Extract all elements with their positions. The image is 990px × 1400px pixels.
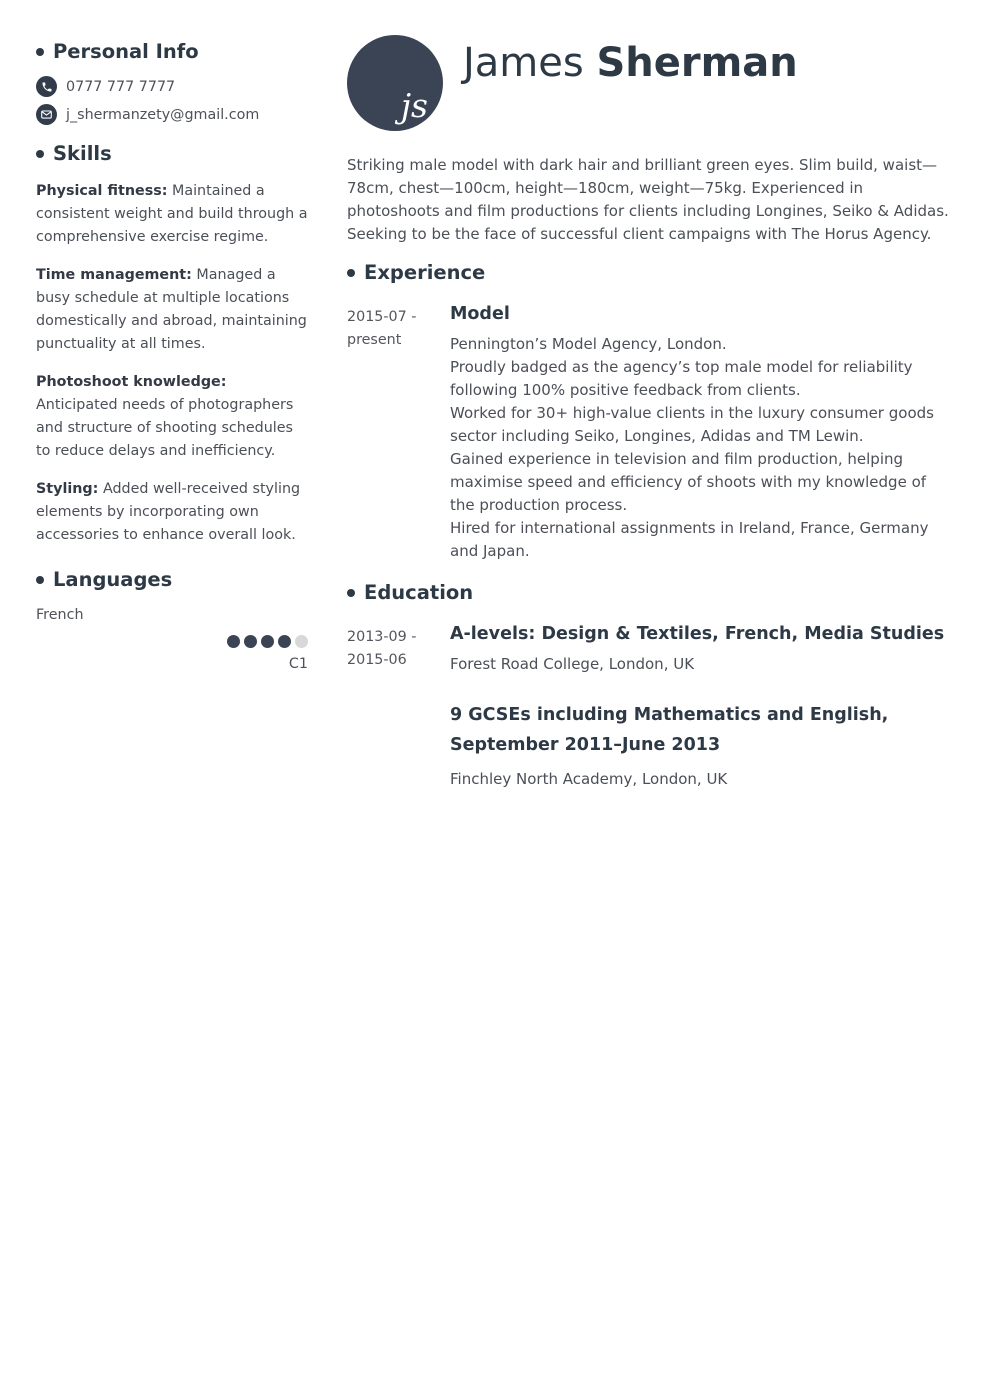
education-dates xyxy=(347,700,450,791)
first-name: James xyxy=(463,40,584,86)
avatar-initials: js xyxy=(400,86,428,125)
email-icon xyxy=(36,104,57,125)
skills-heading-label: Skills xyxy=(53,142,112,165)
job-detail-line: Proudly badged as the agency’s top male model for reliability following 100% positive feedback from clients. xyxy=(450,358,913,399)
email-row xyxy=(36,104,308,125)
education-heading-label: Education xyxy=(364,581,474,604)
sidebar xyxy=(36,40,308,672)
section-bullet-icon xyxy=(36,150,44,158)
header xyxy=(347,35,953,131)
level-dot-filled-icon xyxy=(261,635,274,648)
languages-heading-label: Languages xyxy=(53,568,173,591)
level-dot-filled-icon xyxy=(227,635,240,648)
experience-entry xyxy=(347,304,953,563)
job-detail-line: Hired for international assignments in Ireland, France, Germany and Japan. xyxy=(450,519,929,560)
skill-text: Managed a busy schedule at multiple locations domestically and abroad, maintaining punctuality at all times. xyxy=(36,267,307,352)
education-entry-body xyxy=(450,624,953,676)
last-name: Sherman xyxy=(596,40,798,86)
skills-heading xyxy=(36,142,308,165)
skill-label: Styling: xyxy=(36,481,99,497)
language-dots xyxy=(36,635,308,648)
skill-item xyxy=(36,180,308,249)
summary-paragraph: Striking male model with dark hair and brilliant green eyes. Slim build, waist—78cm, chest—100cm, height—180cm, weight—75kg. Experienced in photoshoots and film productions for clients including Longines, Seiko & Adidas. Seeking to be the face of successful client campaigns with The Horus Agency. xyxy=(347,156,949,243)
degree-title: 9 GCSEs including Mathematics and English, September 2011–June 2013 xyxy=(450,705,889,755)
section-bullet-icon xyxy=(36,48,44,56)
language-name: French xyxy=(36,607,84,623)
skill-text: Anticipated needs of photographers and structure of shooting schedules to reduce delays and inefficiency. xyxy=(36,397,294,459)
education-heading xyxy=(347,581,953,604)
level-dot-filled-icon xyxy=(244,635,257,648)
level-dot-empty-icon xyxy=(295,635,308,648)
experience-entry-body xyxy=(450,304,953,563)
date-from: 2015-07 - xyxy=(347,309,417,325)
phone-icon xyxy=(36,76,57,97)
personal-info-heading-label: Personal Info xyxy=(53,40,199,63)
page-title xyxy=(463,41,798,85)
school-name: Finchley North Academy, London, UK xyxy=(450,770,728,788)
skill-text: Added well-received styling elements by incorporating own accessories to enhance overall look. xyxy=(36,481,301,543)
language-level: C1 xyxy=(288,656,308,672)
job-detail-line: Gained experience in television and film production, helping maximise speed and efficiency of shoots with my knowledge of the production process. xyxy=(450,450,927,514)
education-entry xyxy=(347,624,953,676)
avatar xyxy=(347,35,443,131)
employer: Pennington’s Model Agency, London. xyxy=(450,335,727,353)
date-to: 2015-06 xyxy=(347,652,407,668)
job-detail-line: Worked for 30+ high-value clients in the luxury consumer goods sector including Seiko, Longines, Adidas and TM Lewin. xyxy=(450,404,934,445)
section-bullet-icon xyxy=(36,576,44,584)
section-bullet-icon xyxy=(347,269,355,277)
experience-dates xyxy=(347,304,450,563)
skill-label: Photoshoot knowledge: xyxy=(36,374,227,390)
experience-heading-label: Experience xyxy=(364,261,486,284)
date-from: 2013-09 - xyxy=(347,629,417,645)
education-entry xyxy=(347,700,953,791)
job-title: Model xyxy=(450,304,510,324)
languages-heading xyxy=(36,568,308,591)
skill-item xyxy=(36,371,308,463)
skill-item xyxy=(36,478,308,547)
phone-number: 0777 777 7777 xyxy=(66,78,176,95)
date-to: present xyxy=(347,332,402,348)
skill-label: Physical fitness: xyxy=(36,183,168,199)
skill-label: Time management: xyxy=(36,267,192,283)
education-entry-body xyxy=(450,700,953,791)
section-bullet-icon xyxy=(347,589,355,597)
skill-text: Maintained a consistent weight and build through a comprehensive exercise regime. xyxy=(36,183,308,245)
skill-item xyxy=(36,264,308,356)
personal-info-heading xyxy=(36,40,308,63)
degree-title: A-levels: Design & Textiles, French, Media Studies xyxy=(450,624,945,644)
email-address: j_shermanzety@gmail.com xyxy=(66,106,260,123)
level-dot-filled-icon xyxy=(278,635,291,648)
school-name: Forest Road College, London, UK xyxy=(450,655,695,673)
main-column xyxy=(347,35,953,791)
job-details xyxy=(450,356,953,563)
education-dates xyxy=(347,624,450,676)
phone-row xyxy=(36,76,308,97)
experience-heading xyxy=(347,261,953,284)
